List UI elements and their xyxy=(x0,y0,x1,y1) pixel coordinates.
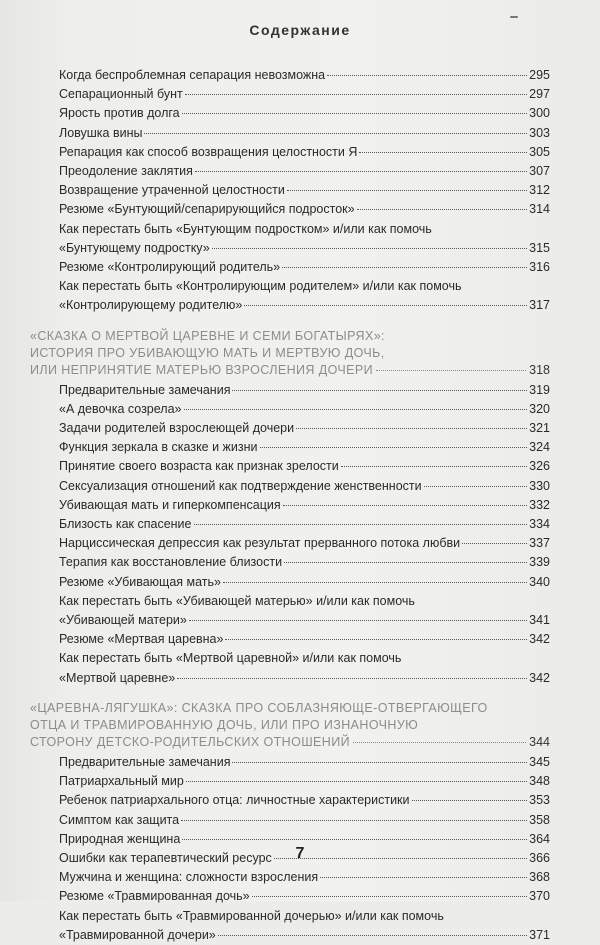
toc-entry xyxy=(30,181,550,200)
dot-leader xyxy=(244,305,527,306)
toc-entry xyxy=(30,907,550,945)
toc-entry-title: «Контролирующему родителю» xyxy=(59,298,243,313)
toc-entry xyxy=(30,200,550,219)
toc-entry-title: Симптом как защита xyxy=(59,812,180,827)
toc-entry-line xyxy=(30,200,550,219)
dot-leader xyxy=(181,820,527,821)
toc-entry xyxy=(30,592,550,630)
toc-entry-title: Как перестать быть «Контролирующим родителем» и/или как помочь xyxy=(59,279,462,294)
toc-entry-title: Как перестать быть «Убивающей матерью» и/или как помочь xyxy=(59,593,415,608)
toc-entry-title: Нарциссическая депрессия как результат прерванного потока любви xyxy=(59,536,461,551)
dot-leader xyxy=(194,524,528,525)
toc-entry-line xyxy=(30,669,550,688)
toc-entry xyxy=(30,496,550,515)
dot-leader xyxy=(189,620,527,621)
dot-leader xyxy=(252,896,528,897)
toc-entry xyxy=(30,753,550,772)
table-of-contents xyxy=(30,66,550,945)
toc-page-number: 366 xyxy=(529,850,550,865)
toc-page-number: 340 xyxy=(529,574,550,589)
toc-page-number: 295 xyxy=(529,68,550,82)
toc-page-number: 317 xyxy=(529,298,550,313)
toc-entry xyxy=(30,649,550,687)
toc-entry-line xyxy=(30,258,550,277)
toc-entry-line xyxy=(30,477,550,496)
page-title: Содержание xyxy=(249,22,351,38)
toc-page-number: 358 xyxy=(529,812,550,827)
toc-page-number: 312 xyxy=(529,183,550,198)
dot-leader xyxy=(284,562,527,563)
toc-entry-title: Возвращение утраченной целостности xyxy=(59,183,285,198)
toc-entry xyxy=(30,534,550,553)
toc-entry xyxy=(30,630,550,649)
toc-entry-line xyxy=(30,611,550,630)
toc-entry-line xyxy=(30,85,550,104)
toc-entry-title: Сексуализация отношений как подтверждение женственности xyxy=(59,478,422,493)
dot-leader xyxy=(177,678,527,679)
toc-entry-line xyxy=(30,496,550,515)
toc-entry-line xyxy=(30,515,550,534)
toc-page-number: 326 xyxy=(529,459,550,474)
dot-leader xyxy=(225,639,527,640)
toc-entry-title: Задачи родителей взрослеющей дочери xyxy=(59,421,295,436)
toc-entry-title: Резюме «Убивающая мать» xyxy=(59,574,221,589)
dot-leader xyxy=(282,267,527,268)
section-heading-line: «СКАЗКА О МЕРТВОЙ ЦАРЕВНЕ И СЕМИ БОГАТЫРЯХ»: xyxy=(30,328,385,343)
section-heading-line: СТОРОНУ ДЕТСКО-РОДИТЕЛЬСКИХ ОТНОШЕНИЙ xyxy=(30,734,350,749)
toc-entry xyxy=(30,220,550,258)
toc-entry-title: Как перестать быть «Бунтующим подростком» и/или как помочь xyxy=(59,221,432,236)
toc-entry-title: Природная женщина xyxy=(59,831,181,846)
toc-entry-line xyxy=(30,239,550,258)
toc-page-number: 370 xyxy=(529,889,550,904)
dot-leader xyxy=(218,935,527,936)
toc-entry-line xyxy=(30,772,550,791)
toc-entry-title: Как перестать быть «Мертвой царевной» и/или как помочь xyxy=(59,651,402,666)
dot-leader xyxy=(260,447,528,448)
toc-entry-title: «А девочка созрела» xyxy=(59,401,182,416)
toc-entry-title: Предварительные замечания xyxy=(59,382,231,397)
toc-entry-title: Патриархальный мир xyxy=(59,774,184,789)
toc-entry xyxy=(30,573,550,592)
toc-page-number: 307 xyxy=(529,164,550,179)
dot-leader xyxy=(287,190,527,191)
toc-entry xyxy=(30,143,550,162)
toc-entry-title: Терапия как восстановление близости xyxy=(59,555,283,570)
toc-entry-line xyxy=(30,124,550,143)
dot-leader xyxy=(320,877,527,878)
dot-leader xyxy=(232,390,527,391)
toc-page-number: 341 xyxy=(529,613,550,628)
toc-entry-title: Принятие своего возраста как признак зрелости xyxy=(59,459,339,474)
toc-page-number: 368 xyxy=(529,870,550,885)
dot-leader xyxy=(462,543,527,544)
toc-page-number: 303 xyxy=(529,125,550,140)
dot-leader xyxy=(182,839,527,840)
toc-entry-line xyxy=(30,296,550,315)
dot-leader xyxy=(212,248,527,249)
toc-page-number: 345 xyxy=(529,754,550,769)
toc-entry xyxy=(30,791,550,810)
toc-entry xyxy=(30,277,550,315)
toc-entry-title: Мужчина и женщина: сложности взросления xyxy=(59,870,319,885)
toc-entry-title: Когда беспроблемная сепарация невозможна xyxy=(59,68,326,82)
toc-entry-line xyxy=(30,926,550,945)
toc-entry-line xyxy=(30,887,550,906)
section-heading-line: ОТЦА И ТРАВМИРОВАННУЮ ДОЧЬ, ИЛИ ПРО ИЗНАНОЧНУЮ xyxy=(30,717,419,732)
section-heading-last-line xyxy=(30,362,550,379)
toc-entry-line xyxy=(30,649,550,668)
toc-entry xyxy=(30,868,550,887)
dot-leader xyxy=(296,428,527,429)
toc-entry xyxy=(30,477,550,496)
toc-page-number: 316 xyxy=(529,260,550,275)
section-heading-last-line xyxy=(30,734,550,751)
dot-leader xyxy=(144,133,527,134)
toc-entry-title: «Убивающей матери» xyxy=(59,613,187,628)
toc-entry-title: Резюме «Бунтующий/сепарирующийся подросток» xyxy=(59,202,355,217)
toc-entry-title: «Мертвой царевне» xyxy=(59,670,176,685)
toc-entry-title: Репарация как способ возвращения целостности Я xyxy=(59,144,358,159)
toc-entry-line xyxy=(30,457,550,476)
toc-page-number: 364 xyxy=(529,831,550,846)
toc-entry-line xyxy=(30,277,550,296)
toc-entry-title: Близость как спасение xyxy=(59,517,192,532)
toc-entry-line xyxy=(30,553,550,572)
section-heading-line: «ЦАРЕВНА-ЛЯГУШКА»: СКАЗКА ПРО СОБЛАЗНЯЮЩЕ-ОТВЕРГАЮЩЕГО xyxy=(30,700,488,715)
toc-entry-line xyxy=(30,143,550,162)
toc-page-number: 315 xyxy=(529,240,550,255)
toc-entry-line xyxy=(30,592,550,611)
toc-entry-line xyxy=(30,220,550,239)
page-mark xyxy=(510,16,518,18)
toc-entry-title: «Травмированной дочери» xyxy=(59,927,216,942)
dot-leader xyxy=(357,209,528,210)
section-heading-line: ИЛИ НЕПРИНЯТИЕ МАТЕРЬЮ ВЗРОСЛЕНИЯ ДОЧЕРИ xyxy=(30,362,374,377)
toc-entry xyxy=(30,887,550,906)
toc-page-number: 300 xyxy=(529,106,550,121)
dot-leader xyxy=(327,75,527,76)
dot-leader xyxy=(283,505,527,506)
section-page-number: 344 xyxy=(529,734,550,749)
toc-page-number: 305 xyxy=(529,144,550,159)
toc-page-number: 339 xyxy=(529,555,550,570)
toc-entry-title: Предварительные замечания xyxy=(59,754,231,769)
toc-entry-line xyxy=(30,66,550,85)
dot-leader xyxy=(184,409,528,410)
toc-entry-line xyxy=(30,630,550,649)
toc-entry xyxy=(30,457,550,476)
toc-page-number: 337 xyxy=(529,536,550,551)
dot-leader xyxy=(186,781,527,782)
toc-entry xyxy=(30,124,550,143)
toc-page-number: 320 xyxy=(529,401,550,416)
toc-page-number: 321 xyxy=(529,421,550,436)
toc-entry xyxy=(30,258,550,277)
toc-entry-title: Убивающая мать и гиперкомпенсация xyxy=(59,497,281,512)
toc-entry-title: Ярость против долга xyxy=(59,106,180,121)
toc-entry xyxy=(30,438,550,457)
toc-page-number: 297 xyxy=(529,87,550,102)
toc-page-number: 342 xyxy=(529,632,550,647)
toc-entry-title: Как перестать быть «Травмированной дочерью» и/или как помочь xyxy=(59,908,444,923)
toc-entry-title: Сепарационный бунт xyxy=(59,87,183,102)
toc-page-number: 371 xyxy=(529,927,550,942)
toc-entry xyxy=(30,104,550,123)
toc-entry xyxy=(30,85,550,104)
toc-entry-line xyxy=(30,381,550,400)
toc-entry xyxy=(30,811,550,830)
section-page-number: 318 xyxy=(529,362,550,377)
toc-page-number: 314 xyxy=(529,202,550,217)
toc-page-number: 332 xyxy=(529,497,550,512)
toc-entry xyxy=(30,515,550,534)
toc-entry-title: Ловушка вины xyxy=(59,125,143,140)
toc-entry xyxy=(30,553,550,572)
toc-entry-line xyxy=(30,534,550,553)
toc-entry xyxy=(30,162,550,181)
toc-page-number: 353 xyxy=(529,793,550,808)
toc-entry xyxy=(30,400,550,419)
toc-entry-line xyxy=(30,573,550,592)
dot-leader xyxy=(412,800,528,801)
toc-entry-line xyxy=(30,104,550,123)
dot-leader xyxy=(185,94,527,95)
dot-leader xyxy=(195,171,527,172)
toc-entry-line xyxy=(30,419,550,438)
toc-entry-line xyxy=(30,753,550,772)
dot-leader xyxy=(223,582,527,583)
toc-entry xyxy=(30,66,550,85)
dot-leader xyxy=(182,113,528,114)
toc-entry-title: Преодоление заклятия xyxy=(59,164,193,179)
toc-entry-line xyxy=(30,162,550,181)
toc-entry-title: Резюме «Контролирующий родитель» xyxy=(59,260,281,275)
toc-entry-line xyxy=(30,438,550,457)
toc-page-number: 334 xyxy=(529,517,550,532)
toc-entry-title: Резюме «Травмированная дочь» xyxy=(59,889,250,904)
section-heading xyxy=(30,328,550,379)
dot-leader xyxy=(359,152,527,153)
toc-entry-title: Ошибки как терапевтический ресурс xyxy=(59,850,272,865)
toc-entry xyxy=(30,419,550,438)
toc-entry-title: Резюме «Мертвая царевна» xyxy=(59,632,224,647)
toc-entry-line xyxy=(30,400,550,419)
toc-entry-line xyxy=(30,907,550,926)
toc-entry-line xyxy=(30,811,550,830)
dot-leader xyxy=(232,762,527,763)
toc-entry-title: Функция зеркала в сказке и жизни xyxy=(59,440,258,455)
toc-page-number: 324 xyxy=(529,440,550,455)
page-number: 7 xyxy=(295,845,305,862)
section-heading xyxy=(30,700,550,751)
toc-page-number: 330 xyxy=(529,478,550,493)
dot-leader xyxy=(376,370,526,371)
dot-leader xyxy=(424,486,528,487)
section-heading-line: ИСТОРИЯ ПРО УБИВАЮЩУЮ МАТЬ И МЕРТВУЮ ДОЧЬ, xyxy=(30,345,385,360)
dot-leader xyxy=(353,742,526,743)
toc-entry xyxy=(30,772,550,791)
toc-entry-line xyxy=(30,868,550,887)
toc-entry-line xyxy=(30,181,550,200)
toc-page-number: 342 xyxy=(529,670,550,685)
toc-entry-title: Ребенок патриархального отца: личностные характеристики xyxy=(59,793,410,808)
toc-entry-line xyxy=(30,791,550,810)
toc-page-number: 348 xyxy=(529,774,550,789)
dot-leader xyxy=(341,466,527,467)
toc-page-number: 319 xyxy=(529,382,550,397)
toc-entry-title: «Бунтующему подростку» xyxy=(59,240,210,255)
toc-entry xyxy=(30,381,550,400)
